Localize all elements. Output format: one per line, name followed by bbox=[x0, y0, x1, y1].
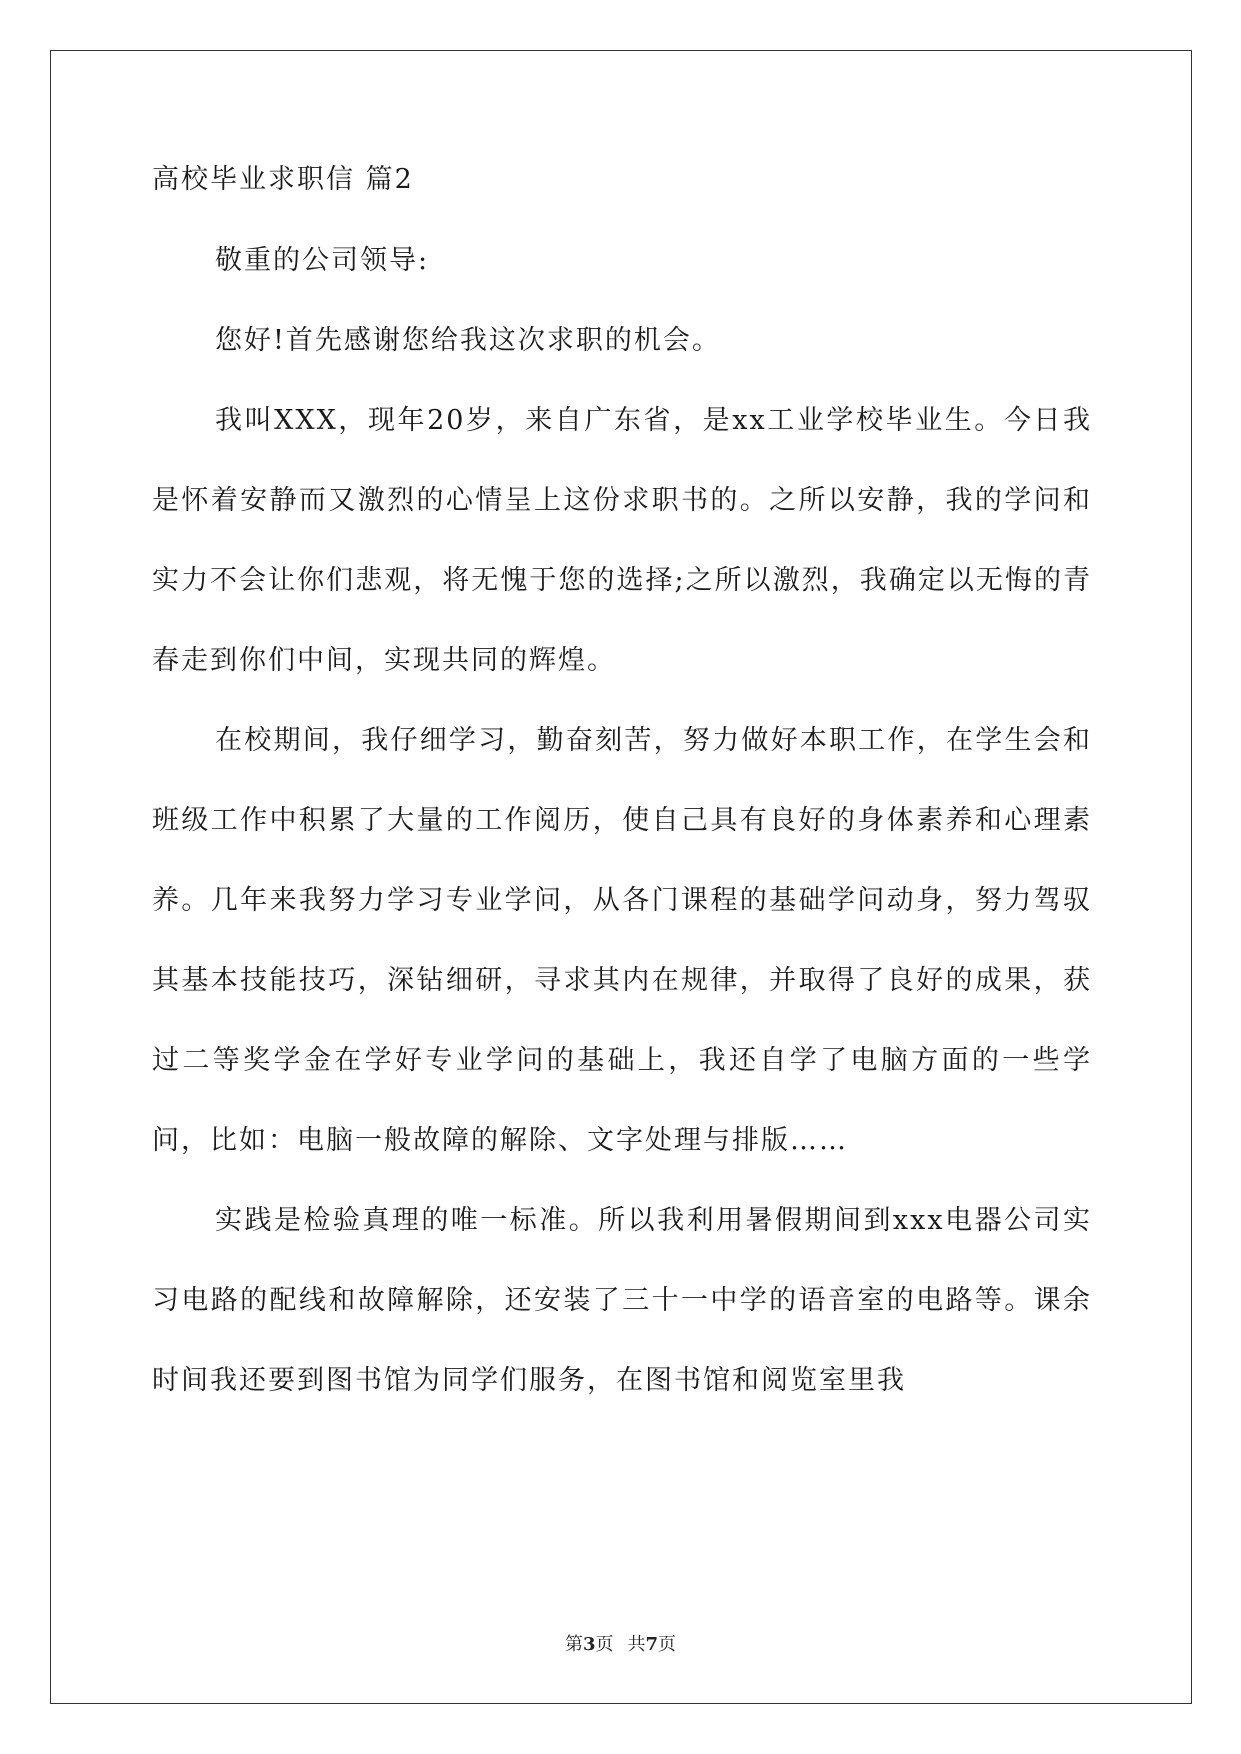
total-label-prefix: 共 bbox=[627, 1634, 646, 1655]
page-label-prefix: 第 bbox=[564, 1634, 583, 1655]
page-footer bbox=[0, 1630, 1241, 1656]
paragraph: 我叫XXX，现年20岁，来自广东省，是xx工业学校毕业生。今日我是怀着安静而又激烈的心情呈上这份求职书的。之所以安静，我的学问和实力不会让你们悲观，将无愧于您的选择;之所以激烈，我确定以无悔的青春走到你们中间，实现共同的辉煌。 bbox=[152, 405, 1092, 676]
paragraph: 您好!首先感谢您给我这次求职的机会。 bbox=[215, 325, 721, 356]
current-page-number: 3 bbox=[582, 1634, 596, 1655]
page-label-suffix: 页 bbox=[595, 1634, 614, 1655]
document-heading: 高校毕业求职信 篇2 bbox=[152, 164, 414, 195]
paragraph: 在校期间，我仔细学习，勤奋刻苦，努力做好本职工作，在学生会和班级工作中积累了大量的工作阅历，使自己具有良好的身体素养和心理素养。几年来我努力学习专业学问，从各门课程的基础学问动身，努力驾驭其基本技能技巧，深钻细研，寻求其内在规律，并取得了良好的成果，获过二等奖学金在学好专业学问的基础上，我还自学了电脑方面的一些学问，比如：电脑一般故障的解除、文字处理与排版…… bbox=[152, 725, 1092, 1156]
paragraph: 实践是检验真理的唯一标准。所以我利用暑假期间到xxx电器公司实习电路的配线和故障解除，还安装了三十一中学的语音室的电路等。课余时间我还要到图书馆为同学们服务，在图书馆和阅览室里我 bbox=[152, 1205, 1092, 1396]
salutation: 敬重的公司领导: bbox=[215, 245, 430, 276]
total-label-suffix: 页 bbox=[658, 1634, 677, 1655]
total-page-number: 7 bbox=[645, 1634, 659, 1655]
document-body bbox=[152, 165, 1092, 1421]
